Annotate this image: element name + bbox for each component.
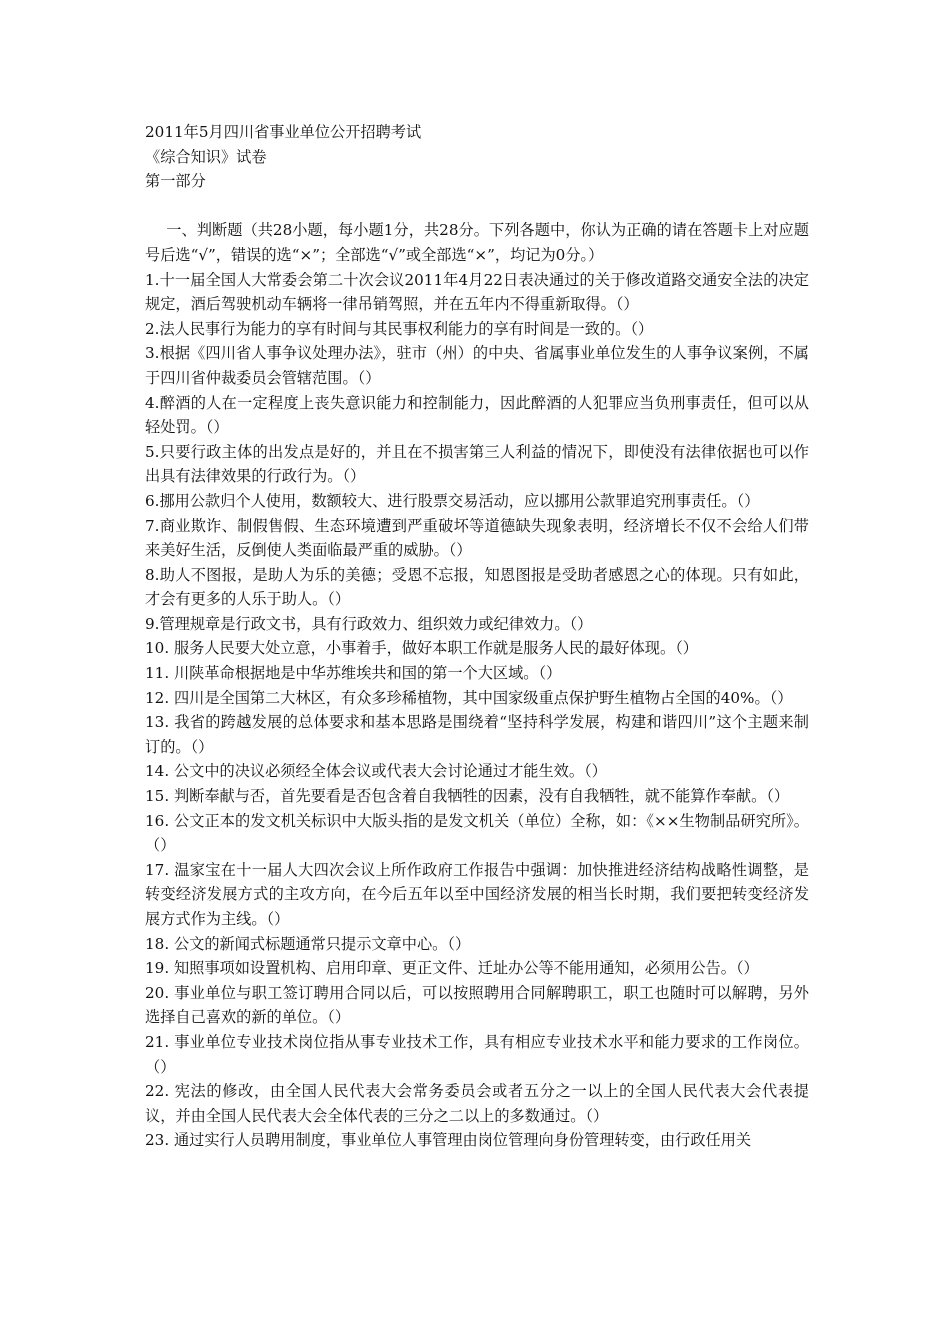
part-heading: 第一部分 (145, 172, 206, 191)
question-5: 5.只要行政主体的出发点是好的，并且在不损害第三人利益的情况下，即使没有法律依据也可以作出具有法律效果的行政行为。（） (145, 442, 809, 486)
section-instructions: 一、判断题（共28小题，每小题1分，共28分。下列各题中，你认为正确的请在答题卡上对应题号后选“√”，错误的选“×”；全部选“√”或全部选“×”，均记为0分。） (145, 221, 809, 264)
question-6: 6.挪用公款归个人使用，数额较大、进行股票交易活动，应以挪用公款罪追究刑事责任。（） (145, 491, 760, 510)
question-7: 7.商业欺诈、制假售假、生态环境遭到严重破坏等道德缺失现象表明，经济增长不仅不会给人们带来美好生活，反倒使人类面临最严重的威胁。（） (145, 516, 809, 560)
question-12: 12. 四川是全国第二大林区，有众多珍稀植物，其中国家级重点保护野生植物占全国的40%。（） (145, 688, 793, 707)
blank-line (145, 194, 809, 219)
question-16: 16. 公文正本的发文机关标识中大版头指的是发文机关（单位）全称，如：《××生物制品研究所》。（） (145, 811, 809, 855)
document-body (145, 120, 809, 1153)
question-19: 19. 知照事项如设置机构、启用印章、更正文件、迁址办公等不能用通知，必须用公告。（） (145, 959, 759, 978)
question-13: 13. 我省的跨越发展的总体要求和基本思路是围绕着“坚持科学发展，构建和谐四川”这个主题来制订的。（） (145, 713, 809, 756)
paper-title: 《综合知识》试卷 (145, 147, 267, 166)
question-22: 22. 宪法的修改，由全国人民代表大会常务委员会或者五分之一以上的全国人民代表大会代表提议，并由全国人民代表大会全体代表的三分之二以上的多数通过。（） (145, 1082, 809, 1125)
question-4: 4.醉酒的人在一定程度上丧失意识能力和控制能力，因此醉酒的人犯罪应当负刑事责任，但可以从轻处罚。（） (145, 393, 809, 437)
question-14: 14. 公文中的决议必须经全体会议或代表大会讨论通过才能生效。（） (145, 762, 607, 781)
question-15: 15. 判断奉献与否，首先要看是否包含着自我牺牲的因素，没有自我牺牲，就不能算作奉献。（） (145, 787, 790, 806)
exam-title: 2011年5月四川省事业单位公开招聘考试 (145, 123, 422, 141)
question-9: 9.管理规章是行政文书，具有行政效力、组织效力或纪律效力。（） (145, 614, 593, 633)
question-11: 11. 川陕革命根据地是中华苏维埃共和国的第一个大区域。（） (145, 664, 562, 683)
question-8: 8.助人不图报，是助人为乐的美德；受恩不忘报，知恩图报是受助者感恩之心的体现。只有如此，才会有更多的人乐于助人。（） (145, 565, 809, 609)
question-10: 10. 服务人民要大处立意，小事着手，做好本职工作就是服务人民的最好体现。（） (145, 639, 698, 658)
question-20: 20. 事业单位与职工签订聘用合同以后，可以按照聘用合同解聘职工，职工也随时可以解聘，另外选择自己喜欢的新的单位。（） (145, 983, 809, 1027)
question-1: 1.十一届全国人大常委会第二十次会议2011年4月22日表决通过的关于修改道路交通安全法的决定规定，酒后驾驶机动车辆将一律吊销驾照，并在五年内不得重新取得。（） (145, 270, 809, 314)
question-2: 2.法人民事行为能力的享有时间与其民事权利能力的享有时间是一致的。（） (145, 319, 654, 338)
question-23: 23. 通过实行人员聘用制度，事业单位人事管理由岗位管理向身份管理转变，由行政任用关 (145, 1131, 752, 1150)
question-3: 3.根据《四川省人事争议处理办法》，驻市（州）的中央、省属事业单位发生的人事争议案例，不属于四川省仲裁委员会管辖范围。（） (145, 344, 809, 387)
question-17: 17. 温家宝在十一届人大四次会议上所作政府工作报告中强调：加快推进经济结构战略性调整，是转变经济发展方式的主攻方向，在今后五年以至中国经济发展的相当长时期，我们要把转变经济发展方式作为主线。（） (145, 860, 809, 928)
question-18: 18. 公文的新闻式标题通常只提示文章中心。（） (145, 934, 471, 953)
question-21: 21. 事业单位专业技术岗位指从事专业技术工作，具有相应专业技术水平和能力要求的工作岗位。（） (145, 1032, 809, 1076)
